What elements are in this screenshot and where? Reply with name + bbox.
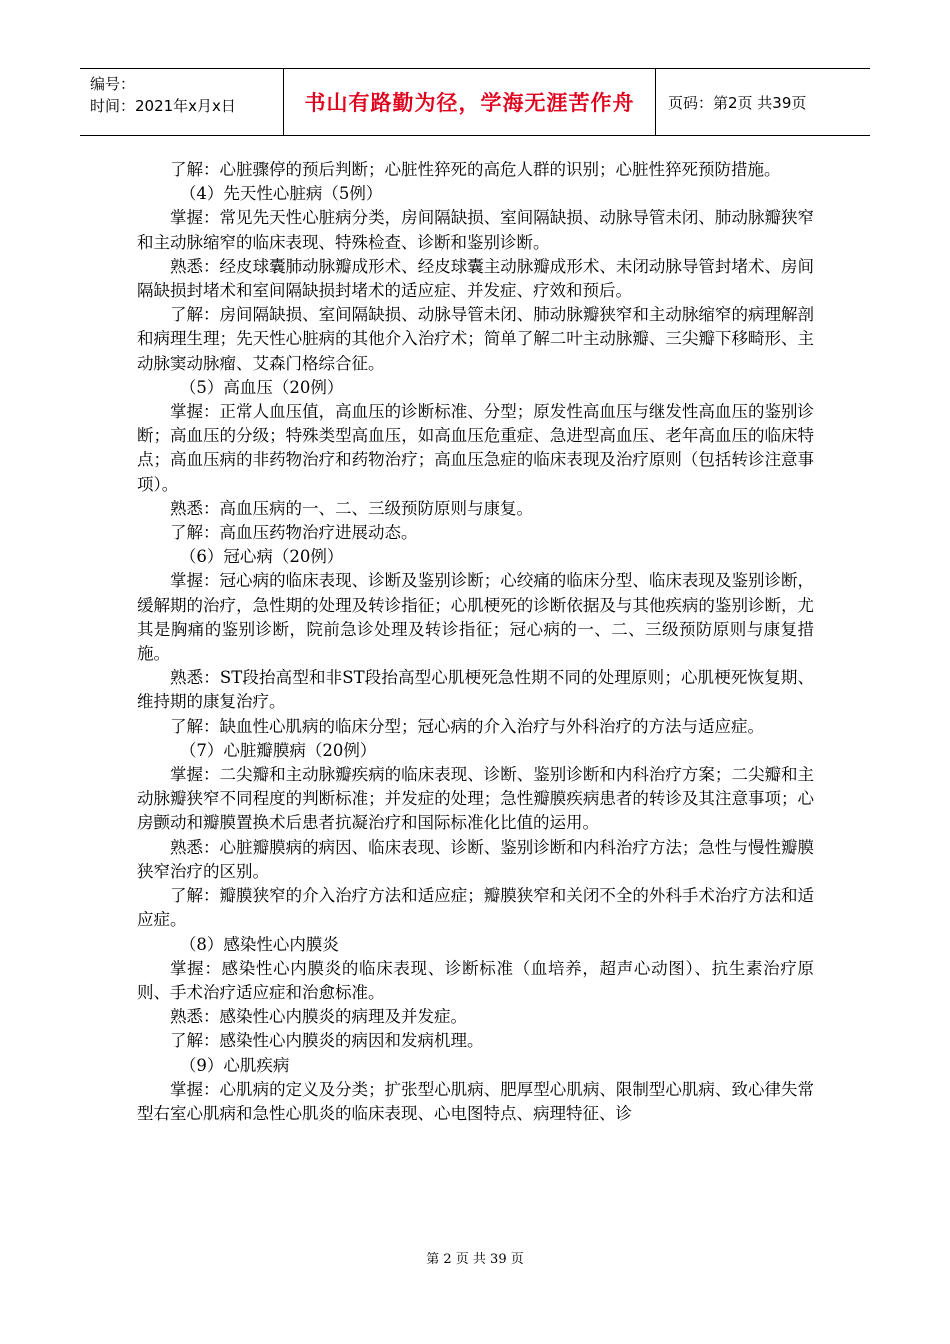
section-heading: （7）心脏瓣膜病（20例）: [179, 740, 377, 760]
paragraph: 掌握：二尖瓣和主动脉瓣疾病的临床表现、诊断、鉴别诊断和内科治疗方案；二尖瓣和主动脉瓣狭窄不同程度的判断标准；并发症的处理；急性瓣膜疾病患者的转诊及其注意事项；心房颤动和瓣膜置换术后患者抗凝治疗和国际标准化比值的运用。: [137, 765, 814, 833]
section-heading: （9）心肌疾病: [179, 1055, 290, 1075]
paragraph: 了解：感染性心内膜炎的病因和发病机理。: [170, 1031, 484, 1051]
page-header: [80, 68, 870, 136]
section-heading: （4）先天性心脏病（5例）: [179, 184, 383, 204]
page-footer: 第 2 页 共 39 页: [426, 1252, 524, 1267]
paragraph: 熟悉：心脏瓣膜病的病因、临床表现、诊断、鉴别诊断和内科治疗方法；急性与慢性瓣膜狭窄治疗的区别。: [137, 837, 814, 881]
header-meta: [80, 69, 284, 135]
code-label: 编号：: [90, 75, 136, 93]
paragraph: 熟悉：感染性心内膜炎的病理及并发症。: [170, 1007, 467, 1027]
document-body: [137, 158, 814, 1126]
paragraph: 掌握：正常人血压值，高血压的诊断标准、分型；原发性高血压与继发性高血压的鉴别诊断；高血压的分级；特殊类型高血压，如高血压危重症、急进型高血压、老年高血压的临床特点；高血压病的非药物治疗和药物治疗；高血压急症的临床表现及治疗原则（包括转诊注意事项）。: [137, 402, 814, 494]
paragraph: 掌握：冠心病的临床表现、诊断及鉴别诊断；心绞痛的临床分型、临床表现及鉴别诊断，缓解期的治疗，急性期的处理及转诊指征；心肌梗死的诊断依据及与其他疾病的鉴别诊断，尤其是胸痛的鉴别诊断，院前急诊处理及转诊指征；冠心病的一、二、三级预防原则与康复措施。: [137, 571, 814, 664]
paragraph: 熟悉：高血压病的一、二、三级预防原则与康复。: [170, 498, 533, 518]
paragraph: 了解：高血压药物治疗进展动态。: [170, 523, 418, 543]
section-heading: （8）感染性心内膜炎: [179, 934, 339, 954]
paragraph: 掌握：常见先天性心脏病分类，房间隔缺损、室间隔缺损、动脉导管未闭、肺动脉瓣狭窄和主动脉缩窄的临床表现、特殊检查、诊断和鉴别诊断。: [137, 208, 814, 252]
paragraph: 掌握：感染性心内膜炎的临床表现、诊断标准（血培养，超声心动图）、抗生素治疗原则、手术治疗适应症和治愈标准。: [137, 958, 814, 1002]
section-heading: （5）高血压（20例）: [179, 377, 344, 397]
paragraph: 了解：瓣膜狭窄的介入治疗方法和适应症；瓣膜狭窄和关闭不全的外科手术治疗方法和适应症。: [137, 886, 814, 930]
paragraph: 了解：房间隔缺损、室间隔缺损、动脉导管未闭、肺动脉瓣狭窄和主动脉缩窄的病理解剖和病理生理；先天性心脏病的其他介入治疗术；简单了解二叶主动脉瓣、三尖瓣下移畸形、主动脉窦动脉瘤、艾森门格综合征。: [137, 305, 814, 373]
paragraph: 熟悉：经皮球囊肺动脉瓣成形术、经皮球囊主动脉瓣成形术、未闭动脉导管封堵术、房间隔缺损封堵术和室间隔缺损封堵术的适应症、并发症、疗效和预后。: [137, 256, 814, 301]
header-motto: 书山有路勤为径，学海无涯苦作舟: [284, 69, 656, 135]
paragraph: 熟悉：ST段抬高型和非ST段抬高型心肌梗死急性期不同的处理原则；心肌梗死恢复期、维持期的康复治疗。: [137, 668, 814, 712]
paragraph: 了解：心脏骤停的预后判断；心脏性猝死的高危人群的识别；心脏性猝死预防措施。: [170, 160, 781, 179]
date-label: 时间：2021年x月x日: [90, 97, 236, 115]
header-page-label: 页码：第2页 共39页: [668, 93, 807, 112]
section-heading: （6）冠心病（20例）: [179, 547, 344, 567]
paragraph: 了解：缺血性心肌病的临床分型；冠心病的介入治疗与外科治疗的方法与适应症。: [170, 716, 764, 736]
paragraph: 掌握：心肌病的定义及分类；扩张型心肌病、肥厚型心肌病、限制型心肌病、致心律失常型右室心肌病和急性心肌炎的临床表现、心电图特点、病理特征、诊: [137, 1079, 814, 1123]
